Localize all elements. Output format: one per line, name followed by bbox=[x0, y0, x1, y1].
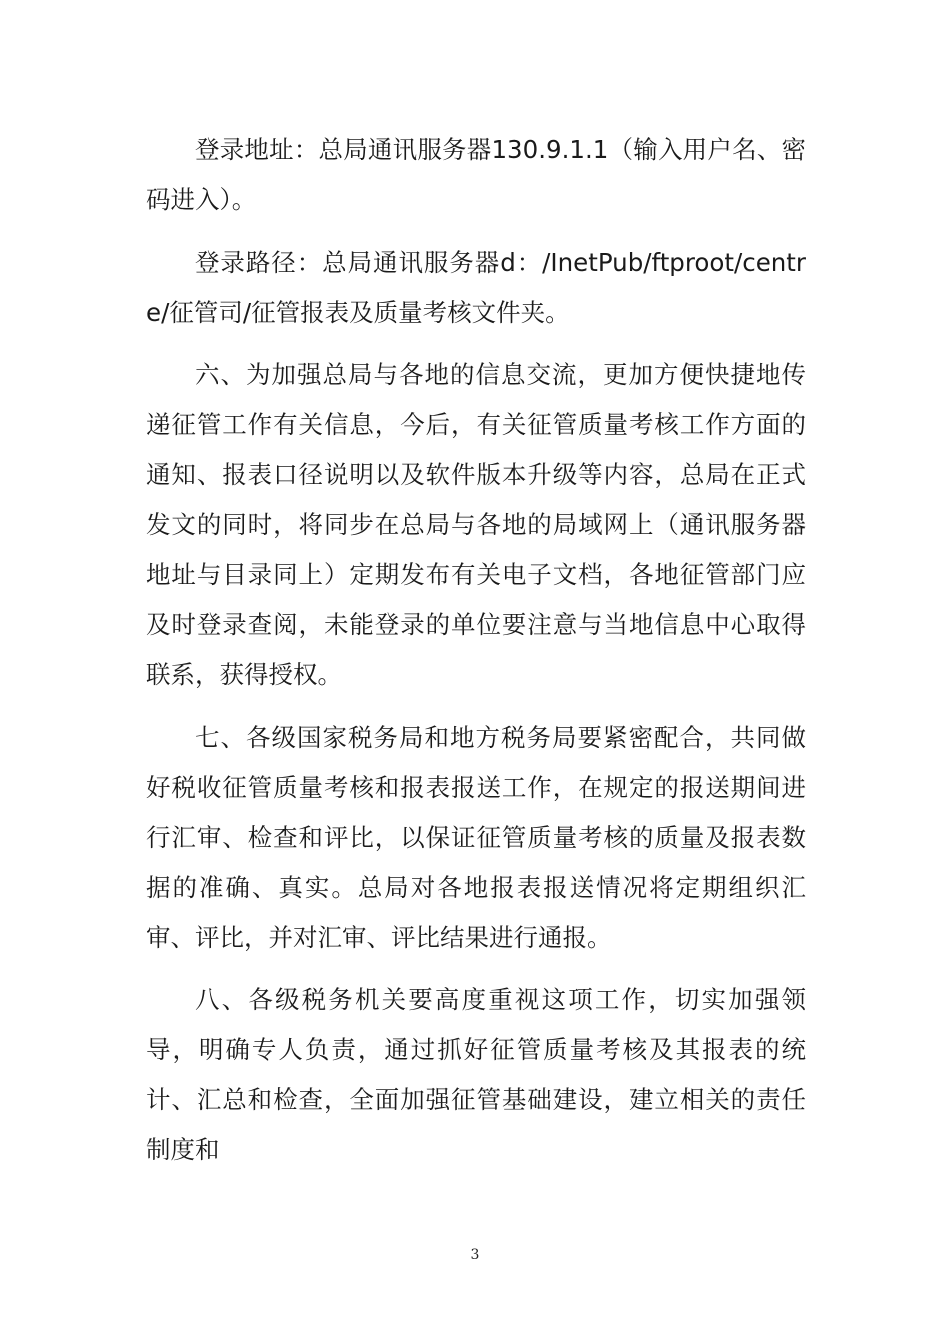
paragraph-item-eight: 八、各级税务机关要高度重视这项工作，切实加强领导，明确专人负责，通过抓好征管质量考核及其报表的统计、汇总和检查，全面加强征管基础建设，建立相关的责任制度和 bbox=[146, 985, 806, 1164]
paragraph-login-address: 登录地址：总局通讯服务器130.9.1.1（输入用户名、密码进入）。 bbox=[146, 135, 806, 214]
paragraph-item-seven: 七、各级国家税务局和地方税务局要紧密配合，共同做好税收征管质量考核和报表报送工作，在规定的报送期间进行汇审、检查和评比，以保证征管质量考核的质量及报表数据的准确、真实。总局对各地报表报送情况将定期组织汇审、评比，并对汇审、评比结果进行通报。 bbox=[146, 722, 806, 952]
paragraph-item-six: 六、为加强总局与各地的信息交流，更加方便快捷地传递征管工作有关信息，今后，有关征管质量考核工作方面的通知、报表口径说明以及软件版本升级等内容，总局在正式发文的同时，将同步在总局与各地的局域网上（通讯服务器地址与目录同上）定期发布有关电子文档，各地征管部门应及时登录查阅，未能登录的单位要注意与当地信息中心取得联系，获得授权。 bbox=[146, 360, 806, 689]
page-number: 3 bbox=[470, 1247, 480, 1263]
paragraph-login-path: 登录路径：总局通讯服务器d：/InetPub/ftproot/centre/征管司/征管报表及质量考核文件夹。 bbox=[146, 247, 806, 327]
document-body bbox=[146, 125, 806, 1188]
